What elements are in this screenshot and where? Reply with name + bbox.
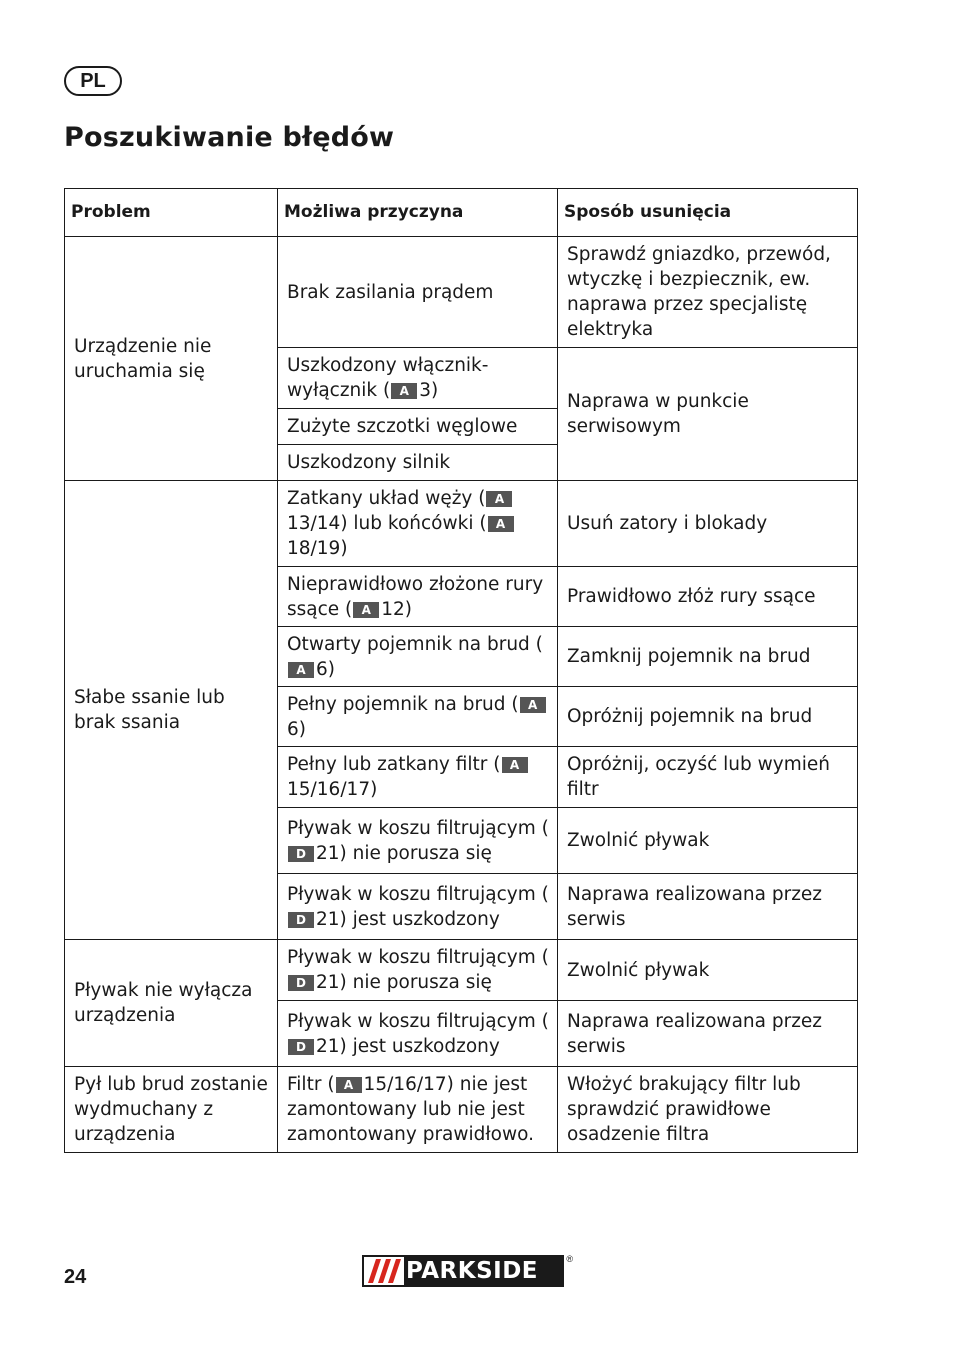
cause-cell: Zużyte szczotki węglowe — [278, 409, 558, 445]
cause-cell: Brak zasilania prądem — [278, 237, 558, 348]
table-row — [65, 940, 858, 1001]
remedy-cell: Zamknij pojemnik na brud — [558, 627, 858, 687]
problem-cell: Pływak nie wyłącza urządzenia — [65, 940, 278, 1067]
header-cause: Możliwa przyczyna — [278, 189, 558, 237]
figure-ref-box: D — [288, 975, 314, 991]
table-row — [65, 481, 858, 567]
page-title: Poszukiwanie błędów — [64, 122, 395, 153]
remedy-cell: Naprawa realizowana przez serwis — [558, 874, 858, 940]
remedy-cell: Zwolnić pływak — [558, 808, 858, 874]
cause-cell: Zatkany układ węży ( A13/14) lub końcówki ( A18/19) — [278, 481, 558, 567]
cause-cell: Pływak w koszu filtrującym (D 21) jest uszkodzony — [278, 874, 558, 940]
figure-ref-box: A — [288, 662, 314, 678]
cause-cell: Pływak w koszu filtrującym (D 21) jest uszkodzony — [278, 1001, 558, 1067]
cause-cell: Pełny pojemnik na brud ( A6) — [278, 687, 558, 747]
figure-ref-box: A — [353, 602, 379, 618]
registered-mark: ® — [566, 1254, 573, 1264]
remedy-cell: Sprawdź gniazdko, przewód, wtyczkę i bezpiecznik, ew. naprawa przez specjalistę elektryka — [558, 237, 858, 348]
troubleshooting-table — [64, 188, 858, 1153]
remedy-cell: Włożyć brakujący filtr lub sprawdzić prawidłowe osadzenie filtra — [558, 1067, 858, 1153]
cause-cell: Otwarty pojemnik na brud (A 6) — [278, 627, 558, 687]
remedy-cell: Opróżnij, oczyść lub wymień filtr — [558, 747, 858, 808]
table-row — [65, 237, 858, 348]
parkside-logo — [362, 1254, 573, 1287]
page-number: 24 — [64, 1266, 87, 1288]
cause-cell: Pływak w koszu filtrującym (D 21) nie porusza się — [278, 808, 558, 874]
cause-cell: Filtr ( A 15/16/17) nie jest zamontowany lub nie jest zamontowany prawidłowo. — [278, 1067, 558, 1153]
header-problem: Problem — [65, 189, 278, 237]
problem-cell: Urządzenie nie uruchamia się — [65, 237, 278, 481]
remedy-cell: Zwolnić pływak — [558, 940, 858, 1001]
cause-cell: Nieprawidłowo złożone rury ssące ( A 12) — [278, 567, 558, 627]
figure-ref-box: D — [288, 846, 314, 862]
figure-ref-box: A — [486, 491, 512, 507]
cause-cell: Uszkodzony włącznik-wyłącznik ( A 3) — [278, 348, 558, 409]
problem-cell: Słabe ssanie lub brak ssania — [65, 481, 278, 940]
cause-cell: Uszkodzony silnik — [278, 445, 558, 481]
problem-cell: Pył lub brud zostanie wydmuchany z urządzenia — [65, 1067, 278, 1153]
remedy-cell: Naprawa realizowana przez serwis — [558, 1001, 858, 1067]
language-badge: PL — [64, 66, 122, 96]
figure-ref-box: D — [288, 912, 314, 928]
table-header-row — [65, 189, 858, 237]
logo-text: PARKSIDE — [406, 1258, 539, 1284]
figure-ref-box: A — [336, 1077, 362, 1093]
remedy-cell: Naprawa w punkcie serwisowym — [558, 348, 858, 481]
figure-ref-box: A — [488, 516, 514, 532]
table-row — [65, 1067, 858, 1153]
cause-cell: Pływak w koszu filtrującym (D 21) nie porusza się — [278, 940, 558, 1001]
cause-cell: Pełny lub zatkany filtr ( A15/16/17) — [278, 747, 558, 808]
header-remedy: Sposób usunięcia — [558, 189, 858, 237]
figure-ref-box: A — [520, 697, 546, 713]
remedy-cell: Prawidłowo złóż rury ssące — [558, 567, 858, 627]
figure-ref-box: A — [391, 383, 417, 399]
logo-stripes-icon — [364, 1257, 404, 1285]
remedy-cell: Opróżnij pojemnik na brud — [558, 687, 858, 747]
remedy-cell: Usuń zatory i blokady — [558, 481, 858, 567]
figure-ref-box: A — [502, 757, 528, 773]
figure-ref-box: D — [288, 1039, 314, 1055]
